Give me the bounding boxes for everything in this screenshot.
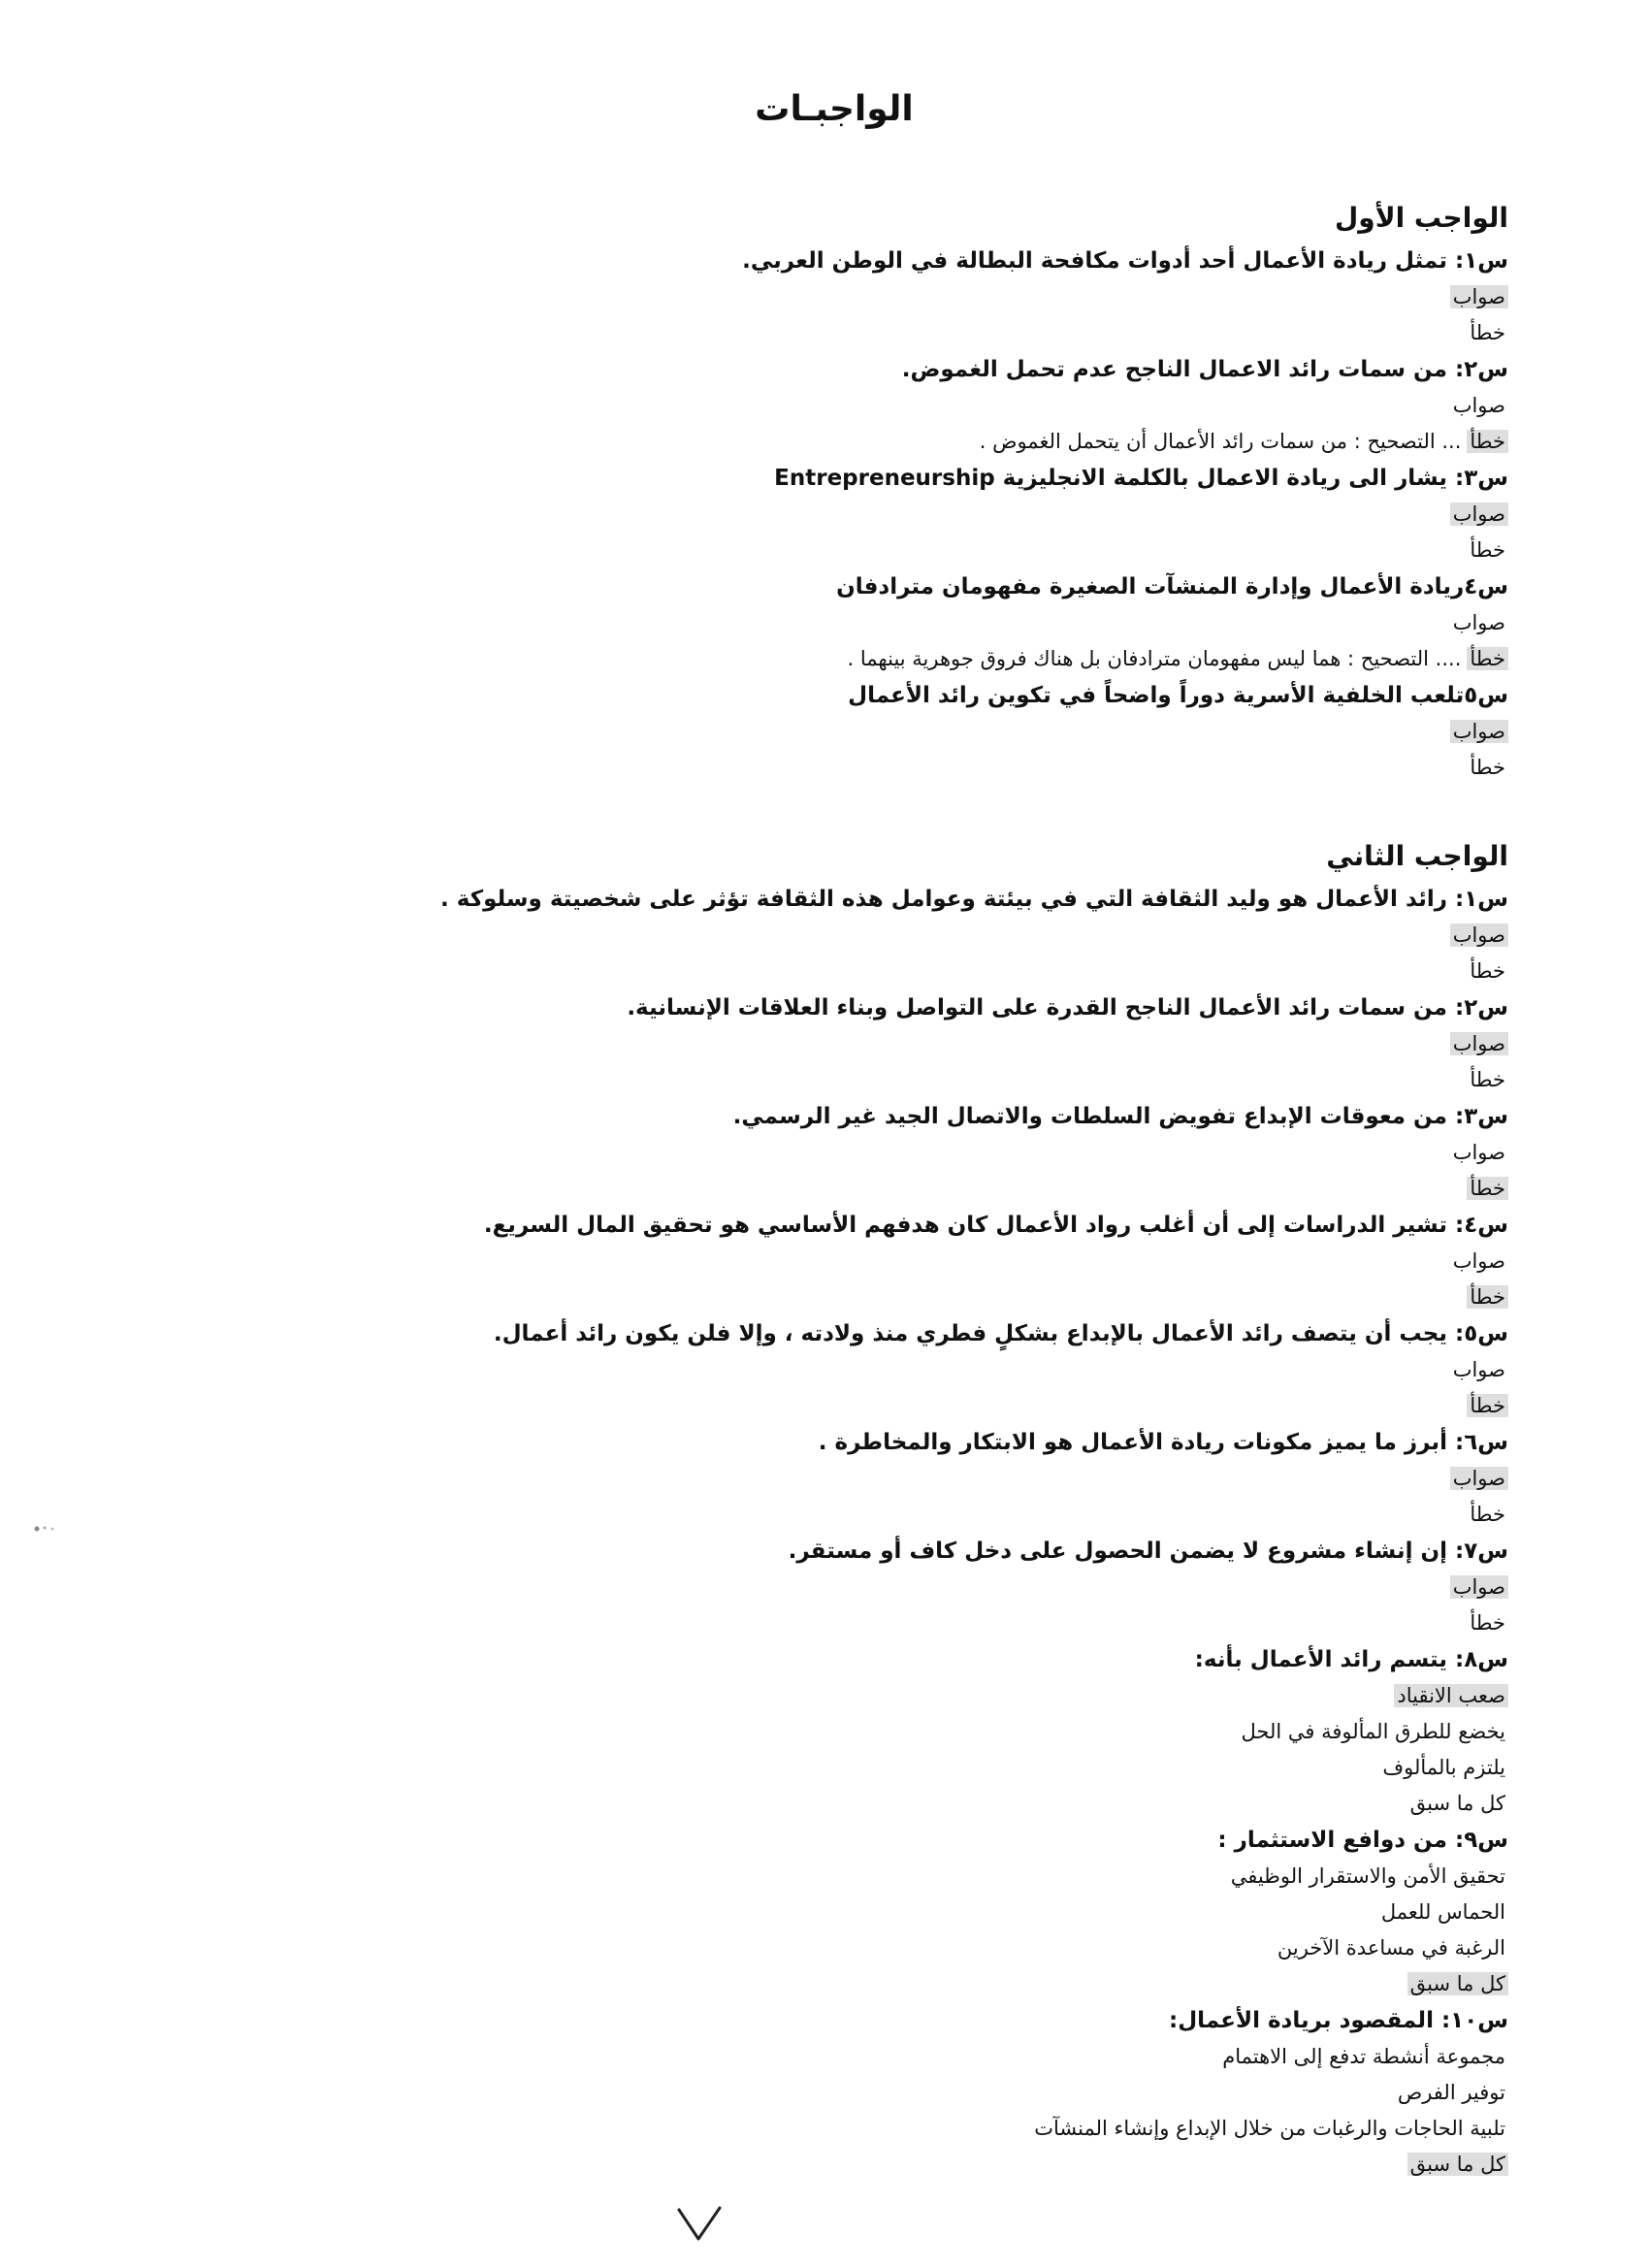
question-text: س٦: أبرز ما يميز مكونات ريادة الأعمال هو الابتكار والمخاطرة . [818, 1430, 1508, 1455]
question-text: س٢: من سمات رائد الأعمال الناجح القدرة على التواصل وبناء العلاقات الإنسانية. [627, 995, 1508, 1021]
section-heading-hw1: الواجب الأول [1335, 202, 1508, 234]
option-true[interactable]: صواب [1452, 1141, 1505, 1164]
option-false[interactable]: خطأ [1470, 1611, 1505, 1635]
mcq-option[interactable]: كل ما سبق [1409, 1792, 1505, 1815]
option-false[interactable]: خطأ [1470, 538, 1505, 562]
question-text: س١٠: المقصود بريادة الأعمال: [1169, 2008, 1508, 2033]
scan-speck-icon [29, 1523, 68, 1535]
option-true[interactable]: صواب [1452, 1249, 1505, 1273]
homework-content [344, 184, 1508, 2183]
question-text: س٣: من معوقات الإبداع تفويض السلطات والاتصال الجيد غير الرسمي. [732, 1104, 1508, 1129]
option-false[interactable]: خطأ [1470, 321, 1505, 344]
question-text: س١: رائد الأعمال هو وليد الثقافة التي في بيئتة وعوامل هذه الثقافة تؤثر على شخصيتة وسلوكة . [440, 887, 1508, 912]
option-false[interactable]: خطأ [1470, 1068, 1505, 1091]
mcq-option[interactable]: كل ما سبق [344, 1966, 1508, 2002]
mcq-option[interactable]: تلبية الحاجات والرغبات من خلال الإبداع وإنشاء المنشآت [1034, 2117, 1505, 2140]
correction-note: ... التصحيح : من سمات رائد الأعمال أن يتحمل الغموض . [979, 430, 1462, 453]
option-true[interactable]: صواب [344, 497, 1508, 533]
mcq-option[interactable]: صعب الانقياد [344, 1678, 1508, 1714]
option-false[interactable]: خطأ [344, 1171, 1508, 1207]
option-false[interactable]: خطأ [1470, 756, 1505, 779]
option-false[interactable]: خطأ [1470, 959, 1505, 983]
option-true[interactable]: صواب [1452, 611, 1505, 634]
mcq-option[interactable]: توفير الفرص [1397, 2081, 1505, 2104]
option-true[interactable]: صواب [1452, 394, 1505, 417]
question-text: س٤ريادة الأعمال وإدارة المنشآت الصغيرة مفهومان مترادفان [836, 574, 1508, 599]
question-text: س٧: إن إنشاء مشروع لا يضمن الحصول على دخل كاف أو مستقر. [788, 1539, 1508, 1564]
mcq-option[interactable]: الرغبة في مساعدة الآخرين [1277, 1936, 1505, 1960]
option-true[interactable]: صواب [344, 918, 1508, 954]
mcq-option[interactable]: يخضع للطرق المألوفة في الحل [1241, 1720, 1505, 1743]
option-false[interactable]: خطأ.... التصحيح : هما ليس مفهومان مترادفان بل هناك فروق جوهرية بينهما . [344, 641, 1508, 677]
question-text: س٩: من دوافع الاستثمار : [1217, 1828, 1508, 1853]
question-text: س٤: تشير الدراسات إلى أن أغلب رواد الأعمال كان هدفهم الأساسي هو تحقيق المال السريع. [483, 1213, 1508, 1238]
question-text: س١: تمثل ريادة الأعمال أحد أدوات مكافحة البطالة في الوطن العربي. [742, 248, 1508, 274]
option-false[interactable]: خطأ [344, 1388, 1508, 1424]
mcq-option[interactable]: يلتزم بالمألوف [1382, 1756, 1505, 1779]
page-title: الواجبـات [755, 89, 914, 129]
option-false[interactable]: خطأ [1470, 1503, 1505, 1526]
option-false[interactable]: خطأ [344, 1280, 1508, 1315]
question-text: س٥تلعب الخلفية الأسرية دوراً واضحاً في تكوين رائد الأعمال [848, 683, 1508, 708]
option-true[interactable]: صواب [344, 279, 1508, 315]
mcq-option[interactable]: تحقيق الأمن والاستقرار الوظيفي [1230, 1864, 1505, 1888]
option-true[interactable]: صواب [344, 1461, 1508, 1497]
option-false[interactable]: خطأ... التصحيح : من سمات رائد الأعمال أن يتحمل الغموض . [344, 424, 1508, 460]
mcq-option[interactable]: الحماس للعمل [1380, 1900, 1505, 1924]
mcq-option[interactable]: كل ما سبق [344, 2147, 1508, 2183]
question-text: س٣: يشار الى ريادة الاعمال بالكلمة الانجليزية Entrepreneurship [774, 466, 1508, 491]
option-true[interactable]: صواب [1452, 1358, 1505, 1381]
option-true[interactable]: صواب [344, 714, 1508, 750]
correction-note: .... التصحيح : هما ليس مفهومان مترادفان بل هناك فروق جوهرية بينهما . [847, 647, 1462, 670]
section-heading-hw2: الواجب الثاني [1326, 840, 1508, 872]
question-text: س٨: يتسم رائد الأعمال بأنه: [1194, 1647, 1508, 1672]
option-true[interactable]: صواب [344, 1026, 1508, 1062]
question-text: س٢: من سمات رائد الاعمال الناجح عدم تحمل الغموض. [901, 357, 1508, 382]
handwritten-page-number-icon [669, 2200, 728, 2249]
mcq-option[interactable]: مجموعة أنشطة تدفع إلى الاهتمام [1222, 2045, 1505, 2068]
option-true[interactable]: صواب [344, 1570, 1508, 1605]
question-text: س٥: يجب أن يتصف رائد الأعمال بالإبداع بشكلٍ فطري منذ ولادته ، وإلا فلن يكون رائد أعمال. [493, 1321, 1508, 1346]
